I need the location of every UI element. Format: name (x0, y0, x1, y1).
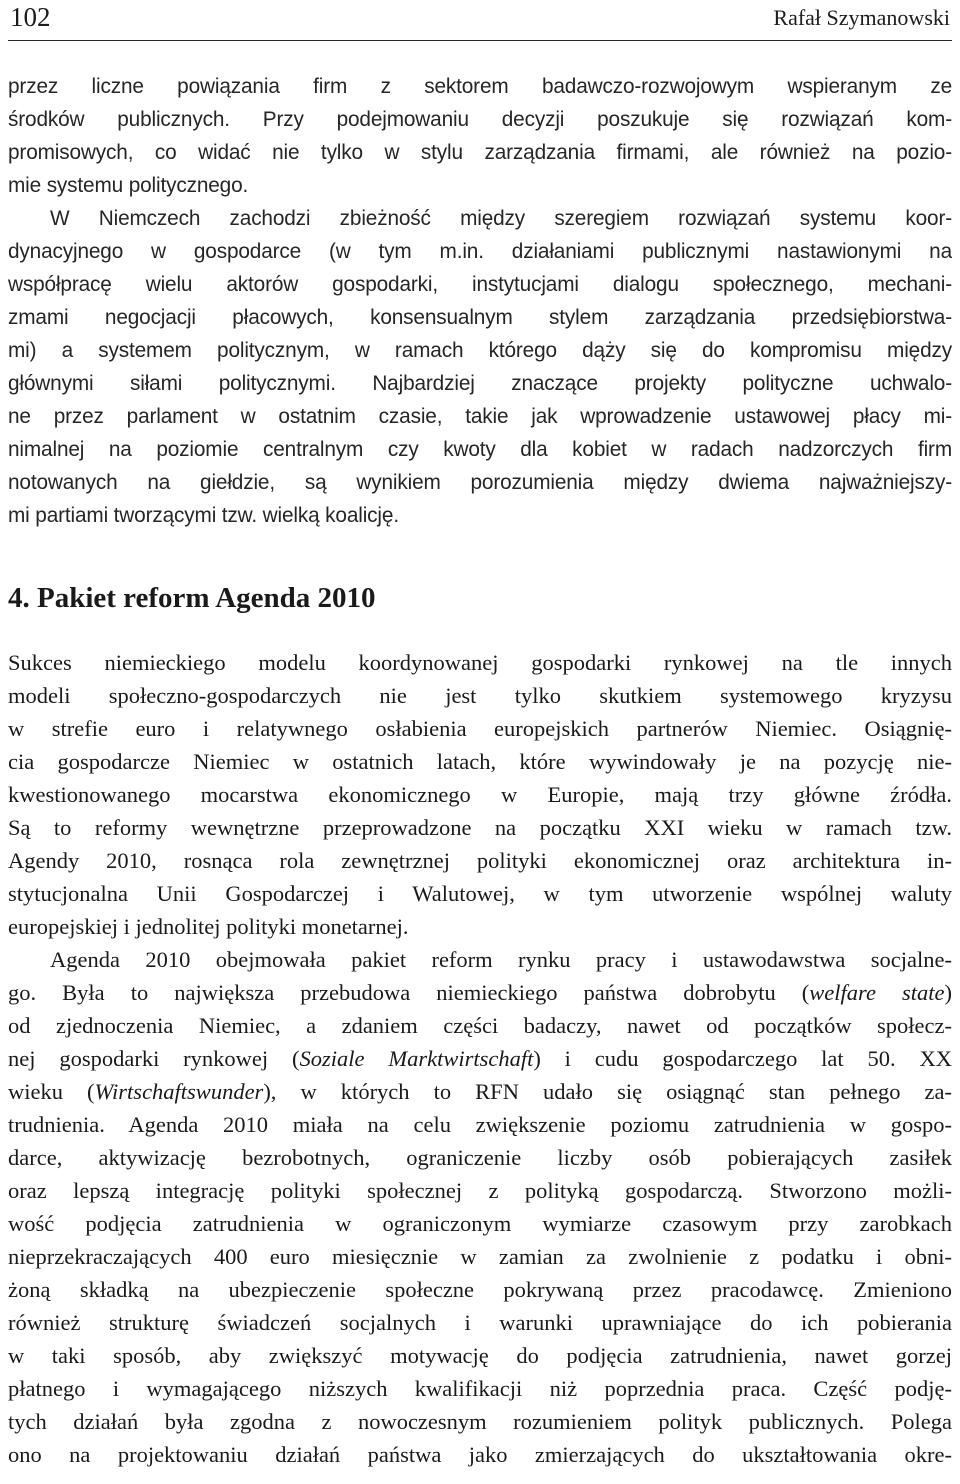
text-line: darce, aktywizację bezrobotnych, ograniczenie liczby osób pobierających zasiłek (8, 1145, 952, 1170)
text-line: notowanych na giełdzie, są wynikiem porozumienia między dwiema najważniejszy- (8, 471, 952, 494)
text-line: nieprzekraczających 400 euro miesięcznie w zamian za zwolnienie z podatku i obni- (8, 1244, 952, 1269)
text-span: ) (944, 980, 952, 1005)
text-line: zmami negocjacji płacowych, konsensualnym stylem zarządzania przedsiębiorstwa- (8, 306, 952, 329)
text-line: współpracę wielu aktorów gospodarki, instytucjami dialogu społecznego, mechani- (8, 273, 952, 296)
text-line: oraz lepszą integrację polityki społecznej z polityką gospodarczą. Stworzono możli- (8, 1178, 952, 1203)
text-line (8, 976, 952, 1009)
text-line: W Niemczech zachodzi zbieżność między szeregiem rozwiązań systemu koor- (50, 207, 952, 230)
italic-term: Wirtschaftswunder (94, 1079, 264, 1104)
text-line: mi partiami tworzącymi tzw. wielką koalicję. (8, 504, 399, 527)
text-line: płatnego i wymagającego niższych kwalifikacji niż poprzednia praca. Część podję- (8, 1376, 952, 1401)
text-line: Sukces niemieckiego modelu koordynowanej gospodarki rynkowej na tle innych (8, 650, 952, 675)
running-author: Rafał Szymanowski (773, 5, 950, 30)
text-line: Agenda 2010 obejmowała pakiet reform rynku pracy i ustawodawstwa socjalne- (50, 947, 952, 972)
text-line (8, 1075, 952, 1108)
running-header (8, 0, 952, 41)
text-line: tych działań była zgodna z nowoczesnym rozumieniem polityk publicznych. Polega (8, 1409, 952, 1434)
text-span: ), w których to RFN udało się osiągnąć stan pełnego za- (263, 1079, 952, 1104)
text-line: od zjednoczenia Niemiec, a zdaniem części badaczy, nawet od początków społecz- (8, 1013, 952, 1038)
text-line: modeli społeczno-gospodarczych nie jest tylko skutkiem systemowego kryzysu (8, 683, 952, 708)
text-line: Agendy 2010, rosnąca rola zewnętrznej polityki ekonomicznej oraz architektura in- (8, 848, 952, 873)
text-line: kwestionowanego mocarstwa ekonomicznego w Europie, mają trzy główne źródła. (8, 782, 952, 807)
text-line: ono na projektowaniu działań państwa jako zmierzających do ukształtowania okre- (8, 1442, 952, 1467)
text-span: nej gospodarki rynkowej ( (8, 1046, 300, 1071)
text-line: cia gospodarcze Niemiec w ostatnich latach, które wywindowały je na pozycję nie- (8, 749, 952, 774)
page-number: 102 (10, 2, 51, 32)
text-line: mie systemu politycznego. (8, 174, 249, 197)
text-line: również strukturę świadczeń socjalnych i warunki uprawniające do ich pobierania (8, 1310, 952, 1335)
text-line: Są to reformy wewnętrzne przeprowadzone na początku XXI wieku w ramach tzw. (8, 815, 952, 840)
text-line: głównymi siłami politycznymi. Najbardziej znaczące projekty polityczne uchwalo- (8, 372, 952, 395)
italic-term: welfare state (809, 980, 945, 1005)
text-line: stytucjonalna Unii Gospodarczej i Walutowej, w tym utworzenie wspólnej waluty (8, 881, 952, 906)
text-line: mi) a systemem politycznym, w ramach którego dąży się do kompromisu między (8, 339, 952, 362)
text-line: przez liczne powiązania firm z sektorem badawczo-rozwojowym wspieranym ze (8, 75, 952, 98)
text-line: nimalnej na poziomie centralnym czy kwoty dla kobiet w radach nadzorczych firm (8, 438, 952, 461)
text-line: środków publicznych. Przy podejmowaniu decyzji poszukuje się rozwiązań kom- (8, 108, 952, 131)
text-span: ) i cudu gospodarczego lat 50. XX (533, 1046, 952, 1071)
text-line: ne przez parlament w ostatnim czasie, takie jak wprowadzenie ustawowej płacy mi- (8, 405, 952, 428)
text-span: wieku ( (8, 1079, 95, 1104)
text-line: żoną składką na ubezpieczenie społeczne pokrywaną przez pracodawcę. Zmieniono (8, 1277, 952, 1302)
text-span: go. Była to największa przebudowa niemieckiego państwa dobrobytu ( (8, 980, 810, 1005)
text-line: wość podjęcia zatrudnienia w ograniczonym wymiarze czasowym przy zarobkach (8, 1211, 952, 1236)
text-line (8, 1042, 952, 1075)
text-line: dynacyjnego w gospodarce (w tym m.in. działaniami publicznymi nastawionymi na (8, 240, 952, 263)
text-line: promisowych, co widać nie tylko w stylu zarządzania firmami, ale również na pozio- (8, 141, 952, 164)
text-line: w taki sposób, aby zwiększyć motywację do podjęcia zatrudnienia, nawet gorzej (8, 1343, 952, 1368)
text-line: w strefie euro i relatywnego osłabienia europejskich partnerów Niemiec. Osiągnię- (8, 716, 952, 741)
italic-term: Soziale Marktwirtschaft (299, 1046, 534, 1071)
text-line: trudnienia. Agenda 2010 miała na celu zwiększenie poziomu zatrudnienia w gospo- (8, 1112, 952, 1137)
text-line: europejskiej i jednolitej polityki monetarnej. (8, 914, 409, 939)
section-heading: 4. Pakiet reform Agenda 2010 (8, 582, 376, 614)
